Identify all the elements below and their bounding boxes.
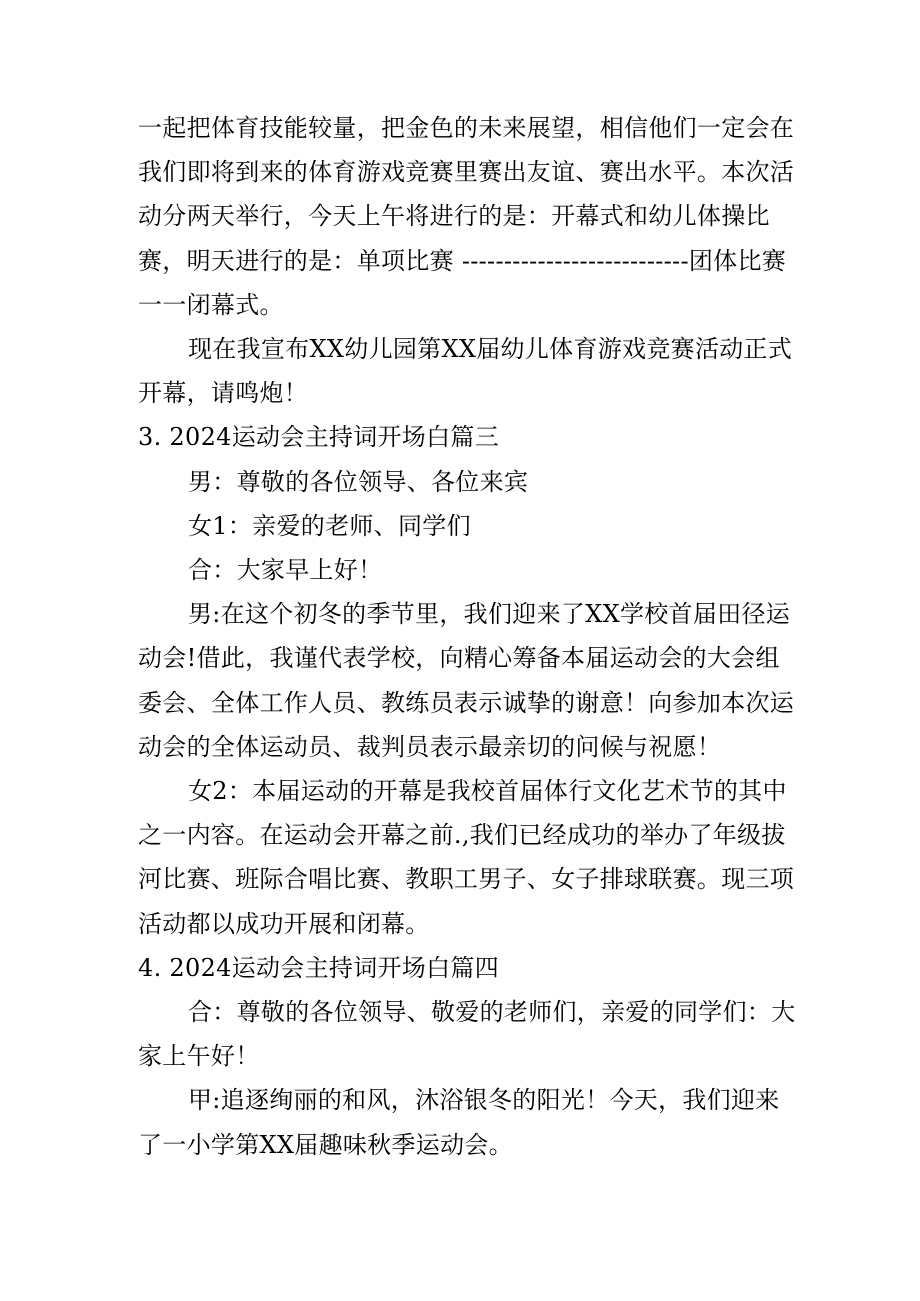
paragraph-female1-greeting: 女1：亲爱的老师、同学们: [188, 511, 471, 540]
section-heading-4: 4. 2024运动会主持词开场白篇四: [138, 953, 500, 982]
document-body: [138, 106, 798, 1167]
paragraph-together-welcome: 合：尊敬的各位领导、敬爱的老师们，亲爱的同学们：大家上午好！: [138, 998, 796, 1071]
section-heading-3: 3. 2024运动会主持词开场白篇三: [138, 423, 500, 452]
paragraph-jia-speech: 甲:追逐绚丽的和风，沐浴银冬的阳光！今天，我们迎来了一小学第XX届趣味秋季运动会。: [138, 1086, 780, 1159]
paragraph-together-greeting: 合：大家早上好！: [188, 556, 383, 585]
paragraph-female2-speech: 女2：本届运动的开幕是我校首届体行文化艺术节的其中之一内容。在运动会开幕之前.,我们已经成功的举办了年级拔河比赛、班际合唱比赛、教职工男子、女子排球联赛。现三项活动都以成功开展和闭幕。: [138, 777, 795, 938]
paragraph-male-speech: 男:在这个初冬的季节里，我们迎来了XX学校首届田径运动会!借此，我谨代表学校，向精心筹备本届运动会的大会组委会、全体工作人员、教练员表示诚挚的谢意！向参加本次运动会的全体运动员、裁判员表示最亲切的问候与祝愿！: [138, 600, 795, 761]
paragraph-opening-continuation: 一起把体育技能较量，把金色的未来展望，相信他们一定会在我们即将到来的体育游戏竞赛里赛出友谊、赛出水平。本次活动分两天举行，今天上午将进行的是：开幕式和幼儿体操比赛，明天进行的是：单项比赛 ---------------------------团体比赛一一闭幕式。: [138, 114, 795, 319]
paragraph-male-greeting: 男：尊敬的各位领导、各位来宾: [188, 467, 529, 496]
paragraph-opening-declaration: 现在我宣布XX幼儿园第XX届幼儿体育游戏竞赛活动正式开幕，请鸣炮！: [138, 335, 793, 408]
